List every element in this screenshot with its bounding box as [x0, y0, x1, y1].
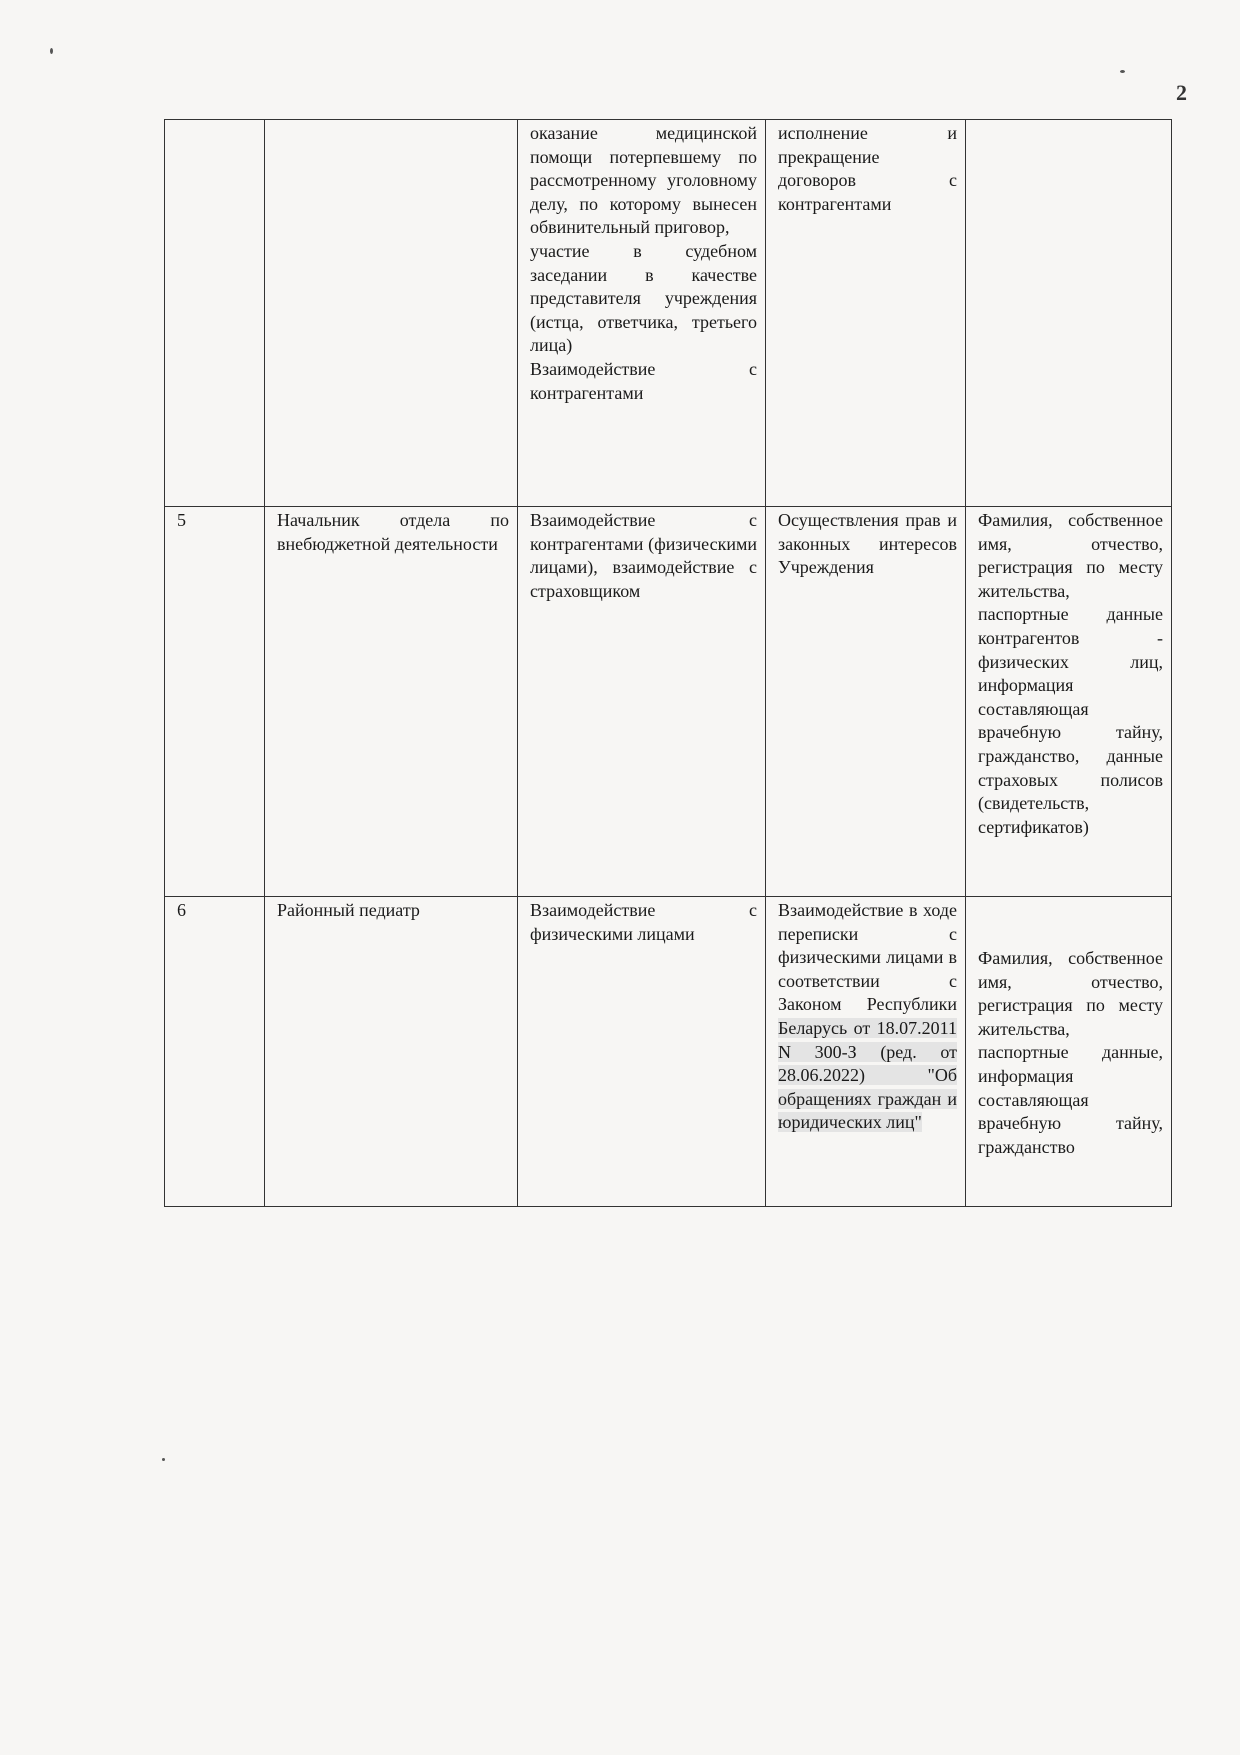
personal-data-table — [164, 119, 1172, 1207]
position-cell: Начальник отдела по внебюджетной деятельности — [265, 507, 518, 897]
purpose-text: Взаимодействие в ходе переписки с физическими лицами в соответствии с Законом Республики — [778, 900, 957, 1015]
action-paragraph: оказание медицинской помощи потерпевшему по рассмотренному уголовному делу, по которому вынесен обвинительный приговор, — [530, 123, 757, 238]
action-cell: Взаимодействие с контрагентами (физическими лицами), взаимодействие с страховщиком — [518, 507, 766, 897]
scan-speck — [50, 48, 53, 54]
table-row — [165, 507, 1172, 897]
action-paragraph: Взаимодействие с контрагентами — [530, 358, 757, 403]
cell-top-gap — [978, 899, 1163, 947]
action-paragraph: участие в судебном заседании в качестве представителя учреждения (истца, ответчика, третьего лица) — [530, 240, 757, 356]
page-number: 2 — [1176, 80, 1187, 105]
table-row — [165, 120, 1172, 507]
action-cell — [518, 120, 766, 507]
data-categories-cell — [966, 120, 1172, 507]
purpose-cell: Осуществления прав и законных интересов Учреждения — [766, 507, 966, 897]
action-cell: Взаимодействие с физическими лицами — [518, 897, 766, 1207]
purpose-cell — [766, 897, 966, 1207]
highlighted-law-reference: Беларусь от 18.07.2011 N 300-З (ред. от 28.06.2022) "Об обращениях граждан и юридических лиц" — [778, 1017, 957, 1133]
purpose-cell: исполнение и прекращение договоров с контрагентами — [766, 120, 966, 507]
scan-speck — [162, 1458, 165, 1461]
position-cell — [265, 120, 518, 507]
position-cell: Районный педиатр — [265, 897, 518, 1207]
row-number-cell — [165, 120, 265, 507]
table-row — [165, 897, 1172, 1207]
scan-speck — [1120, 70, 1125, 73]
data-categories-text: Фамилия, собственное имя, отчество, регистрация по месту жительства, паспортные данные, информация составляющая врачебную тайну, гражданство — [978, 948, 1163, 1157]
data-categories-cell — [966, 897, 1172, 1207]
row-number-cell: 6 — [165, 897, 265, 1207]
row-number-cell: 5 — [165, 507, 265, 897]
data-categories-cell: Фамилия, собственное имя, отчество, регистрация по месту жительства, паспортные данные контрагентов - физических лиц, информация составляющая врачебную тайну, гражданство, данные страховых полисов (свидетельств, сертификатов) — [966, 507, 1172, 897]
